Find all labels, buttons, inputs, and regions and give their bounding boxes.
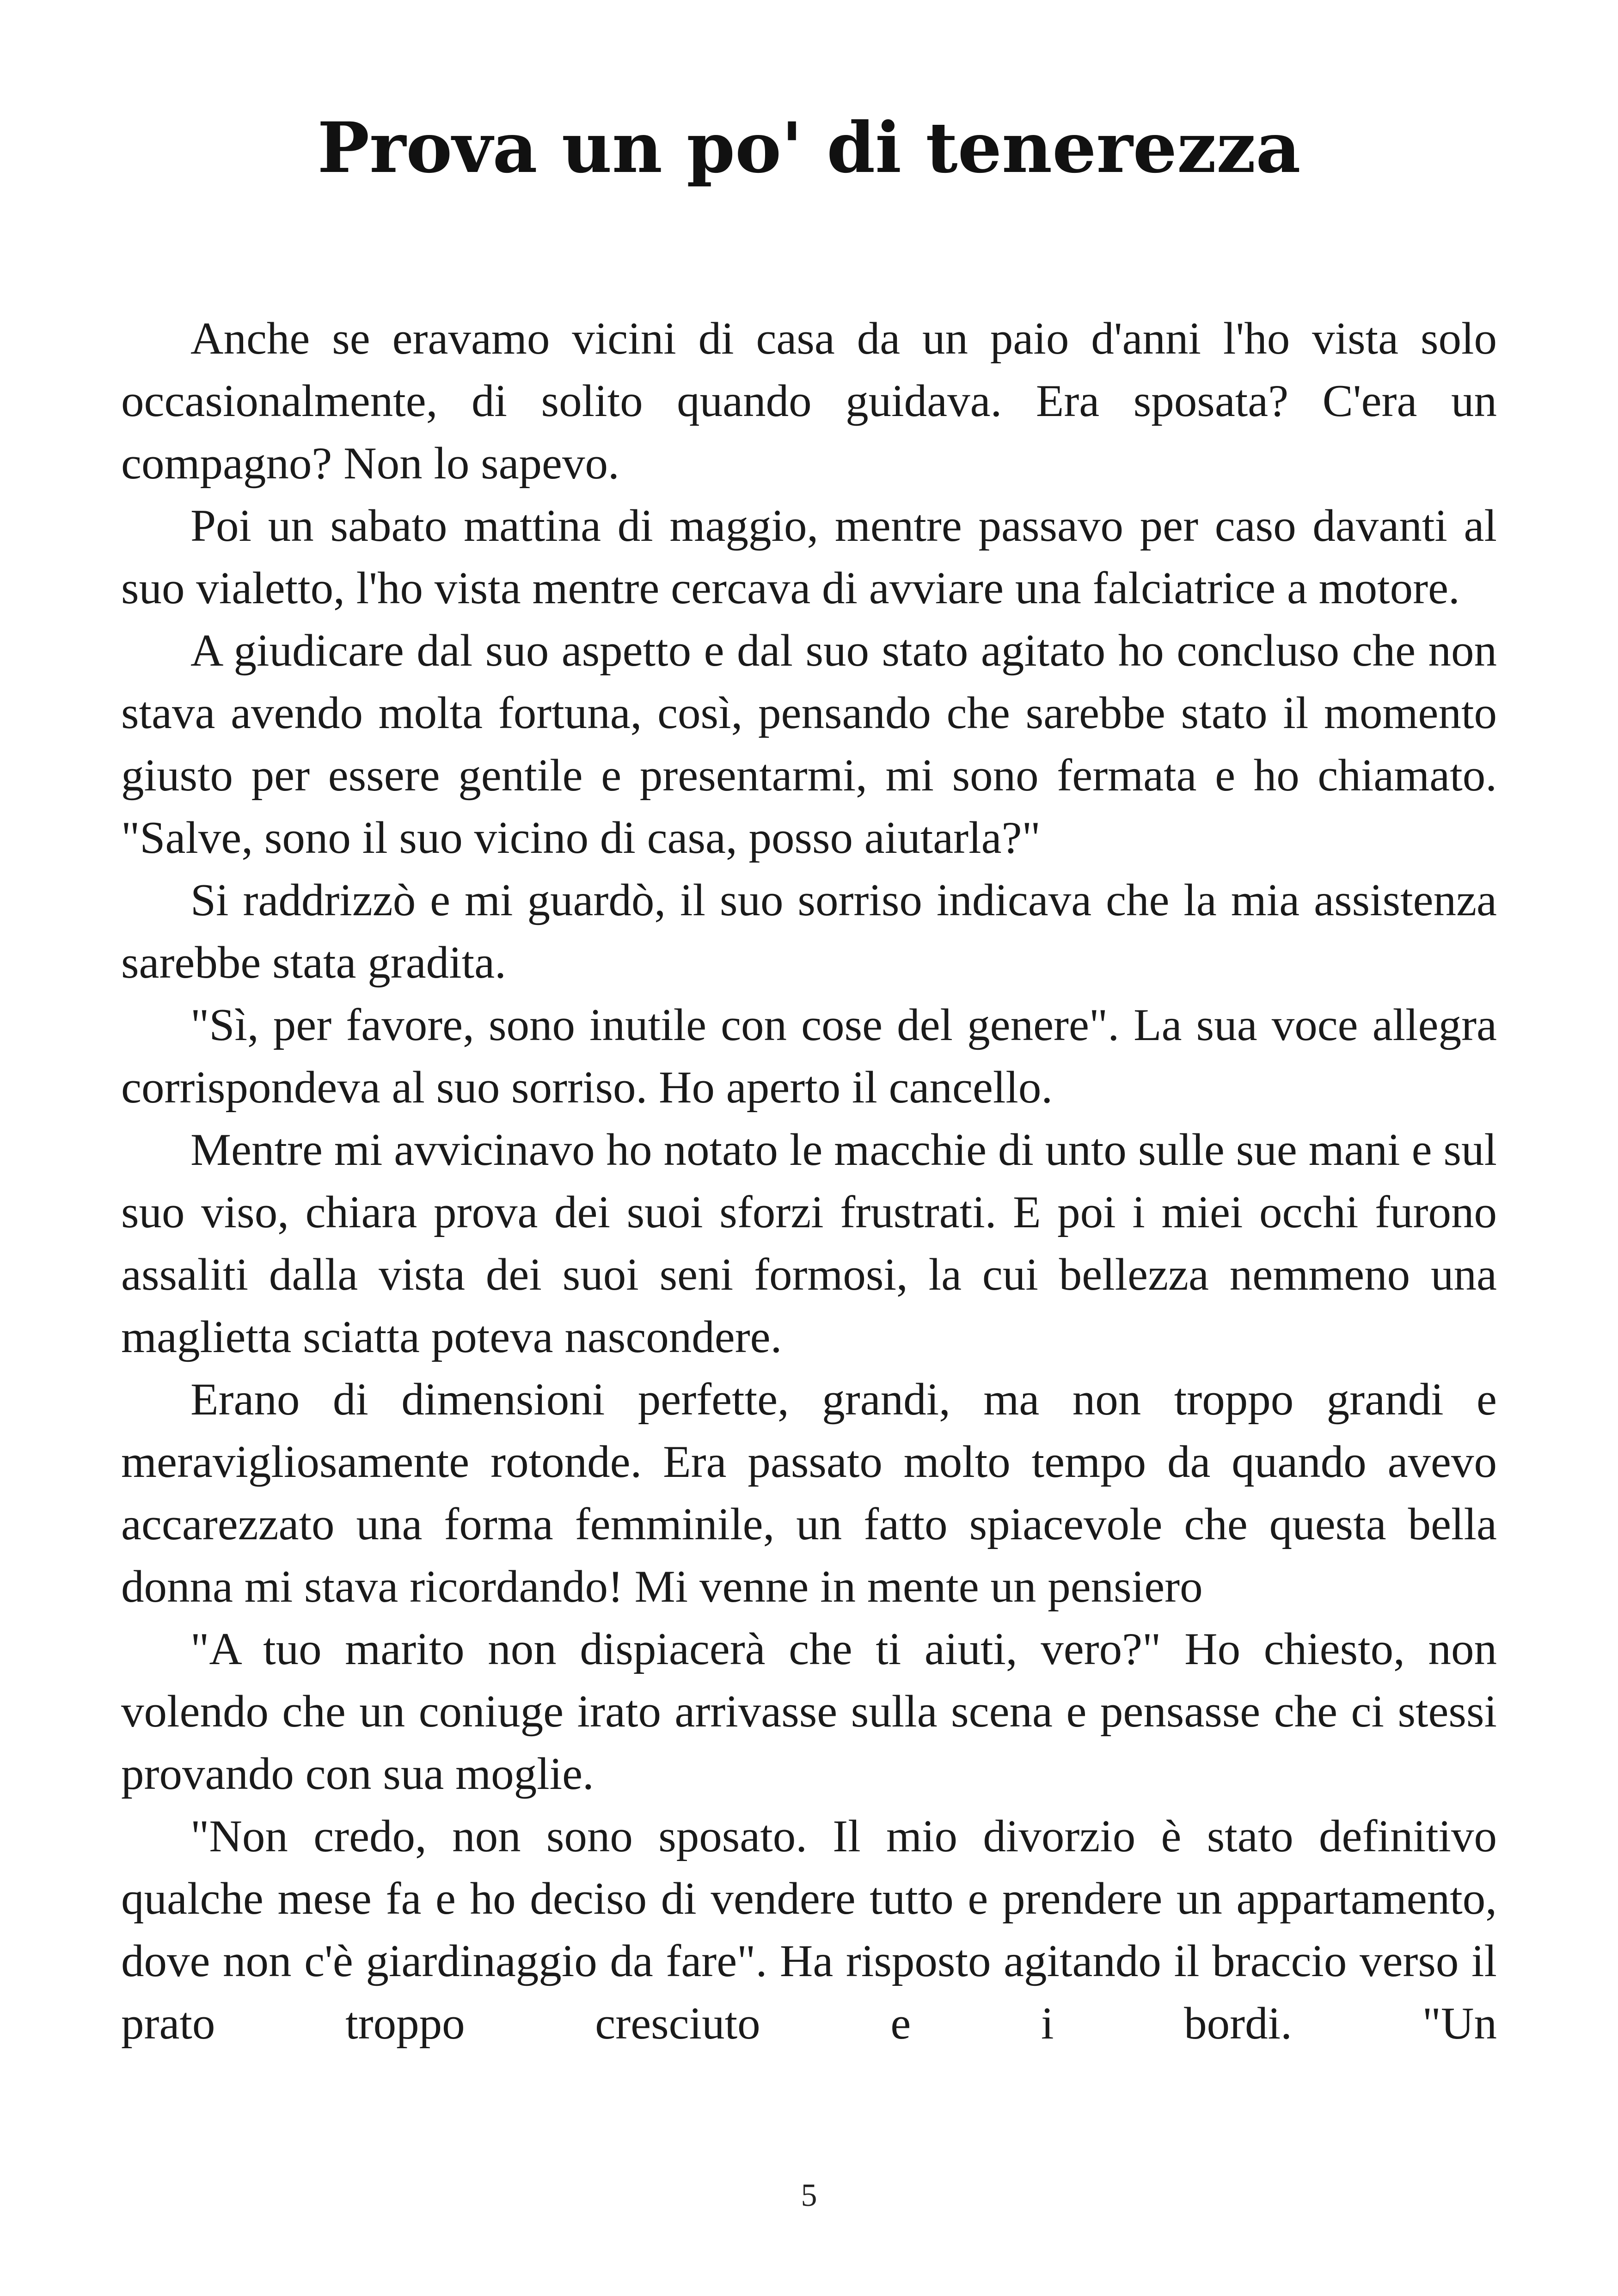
body-text [121, 307, 1497, 2055]
paragraph-9: "Non credo, non sono sposato. Il mio divorzio è stato definitivo qualche mese fa e ho deciso di vendere tutto e prendere un appartamento, dove non c'è giardinaggio da fare". Ha risposto agitando il braccio verso il prato troppo cresciuto e i bordi. "Un [121, 1811, 1497, 2049]
paragraph-3: A giudicare dal suo aspetto e dal suo stato agitato ho concluso che non stava avendo molta fortuna, così, pensando che sarebbe stato il momento giusto per essere gentile e presentarmi, mi sono fermata e ho chiamato. "Salve, sono il suo vicino di casa, posso aiutarla?" [121, 625, 1497, 863]
paragraph-5: "Sì, per favore, sono inutile con cose del genere". La sua voce allegra corrispondeva al suo sorriso. Ho aperto il cancello. [121, 1000, 1497, 1113]
paragraph-7: Erano di dimensioni perfette, grandi, ma non troppo grandi e meravigliosamente rotonde. Era passato molto tempo da quando avevo accarezzato una forma femminile, un fatto spiacevole che questa bella donna mi stava ricordando! Mi venne in mente un pensiero [121, 1374, 1497, 1612]
page-number: 5 [801, 2178, 817, 2213]
chapter-title: Prova un po' di tenerezza [317, 107, 1301, 189]
paragraph-1: Anche se eravamo vicini di casa da un paio d'anni l'ho vista solo occasionalmente, di solito quando guidava. Era sposata? C'era un compagno? Non lo sapevo. [121, 313, 1497, 489]
paragraph-8: "A tuo marito non dispiacerà che ti aiuti, vero?" Ho chiesto, non volendo che un coniuge irato arrivasse sulla scena e pensasse che ci stessi provando con sua moglie. [121, 1624, 1497, 1799]
paragraph-6: Mentre mi avvicinavo ho notato le macchie di unto sulle sue mani e sul suo viso, chiara prova dei suoi sforzi frustrati. E poi i miei occhi furono assaliti dalla vista dei suoi seni formosi, la cui bellezza nemmeno una maglietta sciatta poteva nascondere. [121, 1125, 1497, 1362]
paragraph-2: Poi un sabato mattina di maggio, mentre passavo per caso davanti al suo vialetto, l'ho vista mentre cercava di avviare una falciatrice a motore. [121, 501, 1497, 613]
paragraph-4: Si raddrizzò e mi guardò, il suo sorriso indicava che la mia assistenza sarebbe stata gradita. [121, 875, 1497, 988]
